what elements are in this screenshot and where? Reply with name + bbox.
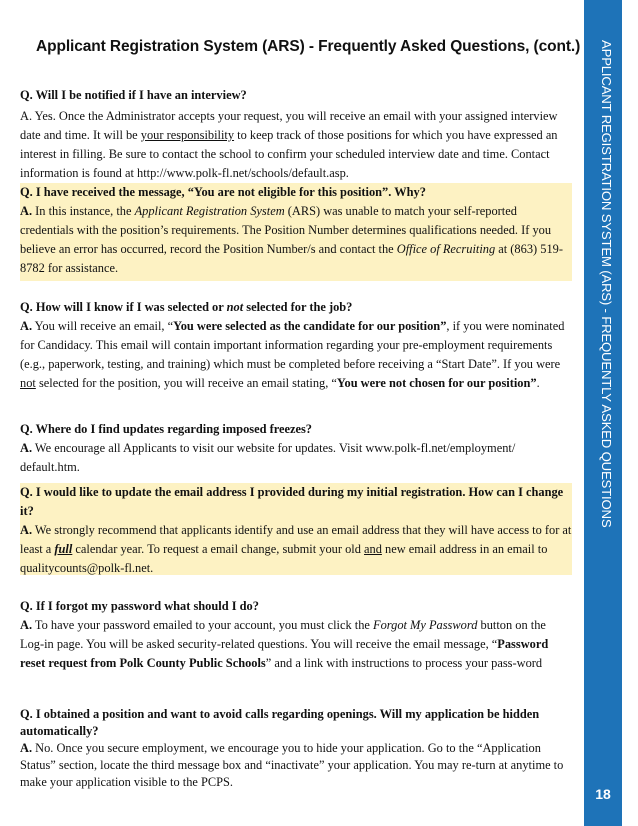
- answer-label: A.: [20, 741, 33, 755]
- answer-text: new email address in an email to qualitycounts@polk-fl.net.: [20, 542, 548, 575]
- answer-bold: Password reset request from Polk County Public Schools: [20, 637, 549, 670]
- answer-italic: Forgot My Password: [373, 618, 478, 632]
- faq-question: Q. If I forgot my password what should I do?: [20, 599, 259, 613]
- answer-text: We strongly recommend that applicants identify and use an email address that they will have access to for at least a: [20, 523, 572, 556]
- faq-answer: [20, 107, 572, 183]
- faq-answer: [20, 202, 572, 278]
- answer-text: to keep track of those positions for which you have expressed an interest in filling. Be sure to contact the school to confirm your scheduled interview date and time. Contact information is found at http://www.polk-fl.net/schools/default.asp.: [20, 128, 558, 180]
- faq-answer: [20, 439, 572, 477]
- answer-text: ” and a link with instructions to process your pass-word: [265, 656, 543, 670]
- faq-question: [20, 298, 572, 317]
- faq-answer: [20, 740, 572, 791]
- answer-bold: You were not chosen for our position”: [336, 376, 537, 390]
- answer-label: A.: [20, 523, 33, 537]
- answer-text: In this instance, the: [32, 204, 135, 218]
- page-number: 18: [595, 786, 611, 802]
- faq-item: [20, 483, 572, 575]
- answer-italic: Applicant Registration System: [134, 204, 285, 218]
- answer-text: No. Once you secure employment, we encourage you to hide your application. Go to the “Application Status” section, locate the third message box and “inactivate” your application. You may re-turn at anytime to make your application visible to the PCPS.: [20, 741, 564, 789]
- sidebar-vertical-title: APPLICANT REGISTRATION SYSTEM (ARS) - FREQUENTLY ASKED QUESTIONS: [599, 40, 614, 528]
- answer-italic: Office of Recruiting: [396, 242, 496, 256]
- answer-label: A.: [20, 319, 33, 333]
- faq-item: [20, 298, 572, 393]
- faq-item: [20, 86, 572, 183]
- question-text: selected for the job?: [243, 300, 353, 314]
- faq-question: Q. Will I be notified if I have an interview?: [20, 88, 247, 102]
- answer-bold: You were selected as the candidate for our position”: [173, 319, 447, 333]
- answer-text: at (863) 519-8782 for assistance.: [20, 242, 563, 275]
- faq-item: [20, 183, 572, 281]
- answer-underline: your responsibility: [140, 128, 235, 142]
- faq-question: Q. Where do I find updates regarding imposed freezes?: [20, 422, 312, 436]
- faq-question: Q. I would like to update the email address I provided during my initial registration. How can I change it?: [20, 485, 564, 518]
- question-text: Q. How will I know if I was selected or: [20, 300, 227, 314]
- answer-text: (ARS) was unable to match your self-reported credentials with the position’s requirements. The Position Number determines qualifications needed. If you believe an error has occurred, record the Position Number/s and contact the: [20, 204, 552, 256]
- faq-question: Q. I obtained a position and want to avoid calls regarding openings. Will my application be hidden automatically?: [20, 707, 540, 738]
- answer-text: We encourage all Applicants to visit our website for updates. Visit www.polk-fl.net/employment/ default.htm.: [20, 441, 516, 474]
- faq-answer: [20, 616, 572, 673]
- question-italic: not: [226, 300, 244, 314]
- answer-underline: and: [364, 542, 382, 556]
- answer-text: A. Yes. Once the Administrator accepts your request, you will receive an email with your assigned interview date and time. It will be: [20, 109, 558, 142]
- answer-text: selected for the position, you will receive an email stating, “: [35, 376, 337, 390]
- faq-answer: [20, 317, 572, 393]
- answer-text: calendar year. To request a email change, submit your old: [72, 542, 365, 556]
- answer-text: You will receive an email, “: [32, 319, 174, 333]
- answer-label: A.: [20, 204, 33, 218]
- page-title: Applicant Registration System (ARS) - Frequently Asked Questions, (cont.): [36, 38, 581, 55]
- answer-label: A.: [20, 618, 33, 632]
- answer-underline: not: [20, 376, 36, 390]
- answer-label: A.: [20, 441, 33, 455]
- faq-item: [20, 420, 572, 477]
- faq-answer: [20, 521, 572, 578]
- faq-question: Q. I have received the message, “You are not eligible for this position”. Why?: [20, 185, 426, 199]
- answer-bold-italic: full: [54, 542, 73, 556]
- faq-item: [20, 597, 572, 673]
- answer-text: To have your password emailed to your account, you must click the: [32, 618, 373, 632]
- answer-text: , if you were nominated for Candidacy. This email will contain important information regarding your pre-employment requirements (e.g., paperwork, testing, and training) which must be completed before receiving a “Start Date”. If you were: [20, 319, 565, 371]
- faq-item: [20, 706, 572, 791]
- answer-text: button on the Log-in page. You will be asked security-related questions. You will receive the email message, “: [20, 618, 546, 651]
- answer-text: .: [536, 376, 540, 390]
